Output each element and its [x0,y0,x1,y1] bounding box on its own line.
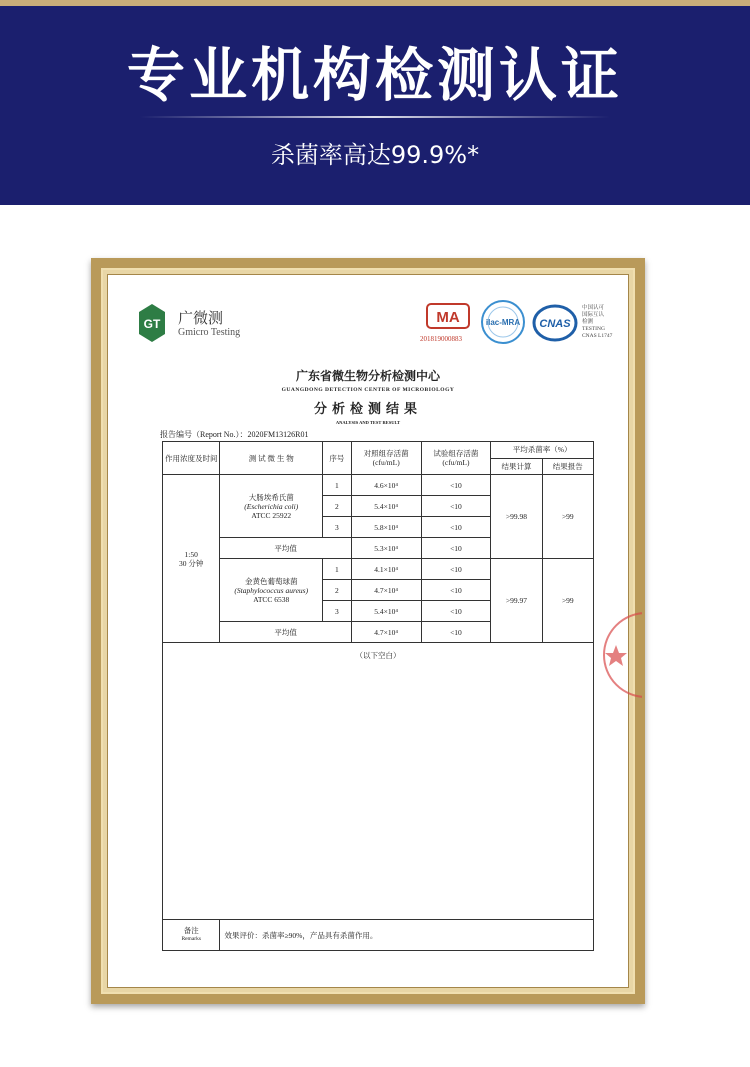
microbe-cell [220,475,323,538]
center-name-en: GUANGDONG DETECTION CENTER OF MICROBIOLOGY [281,387,455,393]
report-cell: >99 [542,559,593,643]
microbe-latin: (Staphylococcus aureus) [234,585,309,595]
lab-logo-name: 广微测 [178,309,224,327]
page-subtitle: 杀菌率高达99.9%* [270,141,480,169]
table-row [163,475,594,496]
remarks-label-cell [163,920,220,951]
microbe-atcc: ATCC 25922 [251,510,292,520]
control-cell: 5.4×10⁴ [351,496,421,517]
results-table [162,441,594,951]
microbe-atcc: ATCC 6538 [253,594,290,604]
cnas-caption-line: 中国认可 [582,305,605,311]
gt-hexagon-logo-icon [138,303,166,343]
calc-cell: >99.98 [491,475,542,559]
test-cell: <10 [421,601,491,622]
control-cell: 4.1×10⁴ [351,559,421,580]
seq-cell: 2 [323,580,352,601]
header-control: 对照组存活菌 (cfu/mL) [351,442,421,475]
report-number: 报告编号（Report No.）：2020FM13126R01 [160,430,309,439]
microbe-name: 大肠埃希氏菌 [248,492,294,502]
avg-control-cell: 5.3×10⁴ [351,538,421,559]
table-row [163,559,594,580]
table-header-row [163,442,594,459]
avg-control-cell: 4.7×10⁴ [351,622,421,643]
concentration-cell [163,475,220,643]
document-title: 分析检测结果 [313,402,422,417]
ilac-label: ilac-MRA [485,318,521,327]
header-report: 结果报告 [542,458,593,475]
test-cell: <10 [421,580,491,601]
concentration-value: 1:50 [184,549,198,559]
cnas-mark-icon [532,303,578,343]
document-title-en: ANALYSIS AND TEST RESULT [335,420,401,425]
test-cell: <10 [421,559,491,580]
calc-cell: >99.97 [491,559,542,643]
control-cell: 5.4×10⁴ [351,601,421,622]
remarks-label-en: Remarks [181,936,201,942]
control-cell: 4.6×10⁴ [351,475,421,496]
time-value: 30 分钟 [179,558,204,568]
test-cell: <10 [421,475,491,496]
blank-note: （以下空白） [163,643,594,920]
seq-cell: 3 [323,601,352,622]
microbe-latin: (Escherichia coli) [244,501,299,511]
test-cell: <10 [421,517,491,538]
seq-cell: 1 [323,475,352,496]
blank-row [163,643,594,920]
page-title: 专业机构检测认证 [126,41,623,109]
cma-code: 201819000883 [420,335,462,343]
control-cell: 5.8×10⁴ [351,517,421,538]
certificate-document [108,275,628,987]
avg-test-cell: <10 [421,622,491,643]
top-gold-strip [0,0,750,6]
control-cell: 4.7×10⁴ [351,580,421,601]
seq-cell: 2 [323,496,352,517]
cnas-caption-line: 国际互认 [582,312,605,318]
cnas-caption-line: 检测 [582,319,594,325]
avg-test-cell: <10 [421,538,491,559]
title-divider [140,116,610,118]
test-cell: <10 [421,496,491,517]
svg-text:GT: GT [143,317,161,331]
certificate-frame [91,258,645,1004]
lab-logo-name-en: Gmicro Testing [178,327,241,338]
center-name: 广东省微生物分析检测中心 [295,369,440,383]
header-concentration: 作用浓度及时间 [163,442,220,475]
header-seq: 序号 [323,442,352,475]
cnas-label: CNAS [539,318,571,330]
cnas-caption-line: TESTING [582,326,605,332]
seq-cell: 3 [323,517,352,538]
header-microbe: 测 试 微 生 物 [220,442,323,475]
avg-label-cell: 平均值 [220,622,351,643]
ilac-mra-mark-icon [480,299,526,345]
header-avg-rate: 平均杀菌率（%） [491,442,594,459]
avg-label-cell: 平均值 [220,538,351,559]
microbe-name: 金黄色葡萄球菌 [245,576,298,586]
red-seal-stamp-icon [602,605,642,705]
header-test: 试验组存活菌 (cfu/mL) [421,442,491,475]
seq-cell: 1 [323,559,352,580]
remarks-label: 备注 [183,926,199,935]
cnas-caption [582,305,622,340]
report-cell: >99 [542,475,593,559]
cma-label: MA [436,309,460,326]
cma-mark-icon [426,303,470,329]
header-calc: 结果计算 [491,458,542,475]
header-banner [0,0,750,205]
cnas-caption-line: CNAS L1747 [582,333,613,339]
microbe-cell [220,559,323,622]
remarks-text: 效果评价：杀菌率≥90%，产品具有杀菌作用。 [220,920,594,951]
remarks-row [163,920,594,951]
certificate-paper [107,274,629,988]
